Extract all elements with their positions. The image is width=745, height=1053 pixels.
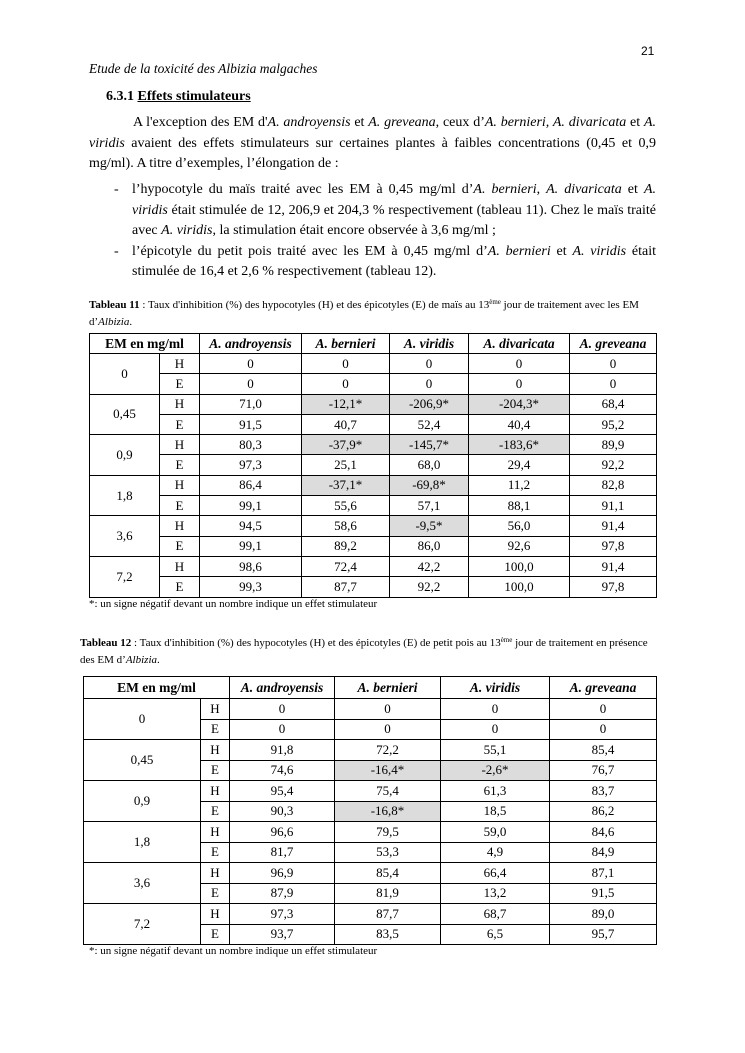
dose-cell: 0,9 [84,781,201,822]
value-cell: 0 [302,354,390,374]
organ-cell: H [160,475,200,495]
organ-cell: H [201,822,230,843]
organ-cell: H [160,394,200,414]
value-cell: -16,8* [335,801,441,822]
header-species: A. bernieri [335,677,441,699]
value-cell: 96,9 [230,863,335,884]
value-cell: 98,6 [200,556,302,576]
table-header-row [90,334,657,354]
value-cell: 4,9 [441,842,550,863]
organ-cell: H [201,699,230,720]
value-cell: -37,1* [302,475,390,495]
value-cell: 87,9 [230,883,335,904]
table-row [90,516,657,536]
value-cell: 89,0 [550,904,657,925]
organ-cell: H [160,516,200,536]
organ-cell: H [160,354,200,374]
dose-cell: 1,8 [90,475,160,516]
value-cell: 89,2 [302,536,390,556]
header-species: A. androyensis [230,677,335,699]
table-row [90,475,657,495]
table-row [84,904,657,925]
value-cell: 13,2 [441,883,550,904]
value-cell: -204,3* [469,394,570,414]
value-cell: 87,7 [302,577,390,597]
table-row [90,414,657,434]
value-cell: 92,2 [570,455,657,475]
table-row [84,863,657,884]
value-cell: 18,5 [441,801,550,822]
organ-cell: E [160,536,200,556]
value-cell: 91,5 [200,414,302,434]
value-cell: 74,6 [230,760,335,781]
value-cell: 87,1 [550,863,657,884]
value-cell: 29,4 [469,455,570,475]
value-cell: 84,9 [550,842,657,863]
header-dose: EM en mg/ml [84,677,230,699]
header-species: A. viridis [390,334,469,354]
value-cell: 85,4 [335,863,441,884]
value-cell: 42,2 [390,556,469,576]
organ-cell: E [201,924,230,945]
value-cell: 97,3 [200,455,302,475]
section-heading [106,89,251,105]
table11-caption: Tableau 11 : Taux d'inhibition (%) des hypocotyles (H) et des épicotyles (E) de maïs au 13ème jour de traitement avec les EM d’Albizia. [89,298,639,328]
dose-cell: 7,2 [84,904,201,945]
value-cell: 85,4 [550,740,657,761]
value-cell: 83,7 [550,781,657,802]
value-cell: 0 [570,354,657,374]
dose-cell: 0 [90,354,160,395]
value-cell: 0 [550,719,657,740]
value-cell: -16,4* [335,760,441,781]
dose-cell: 1,8 [84,822,201,863]
value-cell: 0 [570,374,657,394]
value-cell: 92,2 [390,577,469,597]
value-cell: 52,4 [390,414,469,434]
value-cell: 87,7 [335,904,441,925]
value-cell: 97,3 [230,904,335,925]
bullet-item: - l’épicotyle du petit pois traité avec les EM à 0,45 mg/ml d’A. bernieri et A. viridis était stimulée de 16,4 et 2,6 % respectivement (tableau 12). [114,243,656,279]
value-cell: 25,1 [302,455,390,475]
value-cell: 0 [441,719,550,740]
value-cell: 0 [441,699,550,720]
value-cell: 91,5 [550,883,657,904]
table-row [90,577,657,597]
organ-cell: H [201,904,230,925]
table-row [90,374,657,394]
value-cell: 68,4 [570,394,657,414]
value-cell: 80,3 [200,435,302,455]
value-cell: 83,5 [335,924,441,945]
table12-footnote: *: un signe négatif devant un nombre indique un effet stimulateur [89,945,378,957]
value-cell: 99,3 [200,577,302,597]
value-cell: 96,6 [230,822,335,843]
value-cell: 86,4 [200,475,302,495]
header-dose: EM en mg/ml [90,334,200,354]
value-cell: 0 [469,374,570,394]
value-cell: 55,1 [441,740,550,761]
organ-cell: E [160,414,200,434]
value-cell: 68,7 [441,904,550,925]
value-cell: 56,0 [469,516,570,536]
section-number: 6.3.1 [106,89,134,104]
header-species: A. greveana [550,677,657,699]
value-cell: 92,6 [469,536,570,556]
organ-cell: E [201,760,230,781]
value-cell: 68,0 [390,455,469,475]
dose-cell: 3,6 [90,516,160,557]
value-cell: 91,1 [570,496,657,516]
dose-cell: 0,9 [90,435,160,476]
dose-cell: 3,6 [84,863,201,904]
organ-cell: H [160,556,200,576]
header-species: A. divaricata [469,334,570,354]
value-cell: 86,0 [390,536,469,556]
value-cell: 0 [469,354,570,374]
value-cell: -9,5* [390,516,469,536]
organ-cell: E [201,883,230,904]
value-cell: 97,8 [570,577,657,597]
value-cell: 0 [390,374,469,394]
dose-cell: 7,2 [90,556,160,597]
bullet-list [104,180,656,283]
value-cell: 6,5 [441,924,550,945]
value-cell: 100,0 [469,556,570,576]
organ-cell: H [201,863,230,884]
value-cell: 75,4 [335,781,441,802]
value-cell: 40,7 [302,414,390,434]
organ-cell: E [201,842,230,863]
organ-cell: H [160,435,200,455]
value-cell: 91,4 [570,556,657,576]
table-row [90,496,657,516]
value-cell: 0 [302,374,390,394]
table11-footnote: *: un signe négatif devant un nombre indique un effet stimulateur [89,598,378,610]
value-cell: 0 [200,374,302,394]
organ-cell: E [160,374,200,394]
value-cell: 0 [230,719,335,740]
table-row [90,536,657,556]
header-species: A. androyensis [200,334,302,354]
header-species: A. bernieri [302,334,390,354]
value-cell: -69,8* [390,475,469,495]
table-row [84,822,657,843]
table-row [90,556,657,576]
value-cell: 99,1 [200,496,302,516]
organ-cell: E [201,719,230,740]
page-number: 21 [641,44,655,58]
value-cell: 100,0 [469,577,570,597]
value-cell: 79,5 [335,822,441,843]
value-cell: 91,4 [570,516,657,536]
value-cell: 0 [200,354,302,374]
bullet-item: - l’hypocotyle du maïs traité avec les EM à 0,45 mg/ml d’A. bernieri, A. divaricata et A. viridis était stimulée de 12, 206,9 et 204,3 % respectivement (tableau 11). Chez le maïs traité avec A. viridis, la stimulation était encore observée à 3,6 mg/ml ; [114,182,656,238]
table12 [83,676,657,945]
organ-cell: E [201,801,230,822]
value-cell: 72,4 [302,556,390,576]
value-cell: 76,7 [550,760,657,781]
value-cell: 0 [335,699,441,720]
table-row [90,435,657,455]
value-cell: 11,2 [469,475,570,495]
dose-cell: 0,45 [84,740,201,781]
value-cell: -206,9* [390,394,469,414]
value-cell: 94,5 [200,516,302,536]
value-cell: 71,0 [200,394,302,414]
value-cell: 81,7 [230,842,335,863]
header-species: A. greveana [570,334,657,354]
value-cell: 55,6 [302,496,390,516]
value-cell: -12,1* [302,394,390,414]
organ-cell: E [160,577,200,597]
value-cell: -2,6* [441,760,550,781]
value-cell: 97,8 [570,536,657,556]
value-cell: 84,6 [550,822,657,843]
value-cell: 66,4 [441,863,550,884]
section-title: Effets stimulateurs [137,89,251,104]
table-row [90,394,657,414]
value-cell: 99,1 [200,536,302,556]
table-header-row [84,677,657,699]
value-cell: 59,0 [441,822,550,843]
running-header: Etude de la toxicité des Albizia malgaches [89,61,318,76]
value-cell: -145,7* [390,435,469,455]
table-row [84,740,657,761]
value-cell: 72,2 [335,740,441,761]
table-row [90,354,657,374]
organ-cell: E [160,455,200,475]
value-cell: 53,3 [335,842,441,863]
value-cell: 0 [390,354,469,374]
value-cell: 89,9 [570,435,657,455]
value-cell: 40,4 [469,414,570,434]
table-row [90,455,657,475]
dose-cell: 0 [84,699,201,740]
value-cell: 86,2 [550,801,657,822]
table11 [89,333,657,598]
organ-cell: H [201,740,230,761]
value-cell: 61,3 [441,781,550,802]
value-cell: 95,4 [230,781,335,802]
value-cell: 95,2 [570,414,657,434]
value-cell: 81,9 [335,883,441,904]
dose-cell: 0,45 [90,394,160,435]
value-cell: 0 [335,719,441,740]
value-cell: -183,6* [469,435,570,455]
value-cell: 82,8 [570,475,657,495]
value-cell: 58,6 [302,516,390,536]
value-cell: 0 [230,699,335,720]
table-row [84,781,657,802]
value-cell: 93,7 [230,924,335,945]
value-cell: 90,3 [230,801,335,822]
value-cell: 0 [550,699,657,720]
header-species: A. viridis [441,677,550,699]
organ-cell: E [160,496,200,516]
organ-cell: H [201,781,230,802]
table-row [84,699,657,720]
value-cell: 57,1 [390,496,469,516]
value-cell: 91,8 [230,740,335,761]
table12-caption: Tableau 12 : Taux d'inhibition (%) des hypocotyles (H) et des épicotyles (E) de petit pois au 13ème jour de traitement en présence des EM d’Albizia. [80,636,648,666]
value-cell: 95,7 [550,924,657,945]
intro-paragraph: A l'exception des EM d'A. androyensis et A. greveana, ceux d’A. bernieri, A. divaricata et A. viridis avaient des effets stimulateurs sur certaines plantes à faibles concentrations (0,45 et 0,9 mg/ml). A titre d’exemples, l’élongation de : [89,115,657,171]
value-cell: -37,9* [302,435,390,455]
value-cell: 88,1 [469,496,570,516]
